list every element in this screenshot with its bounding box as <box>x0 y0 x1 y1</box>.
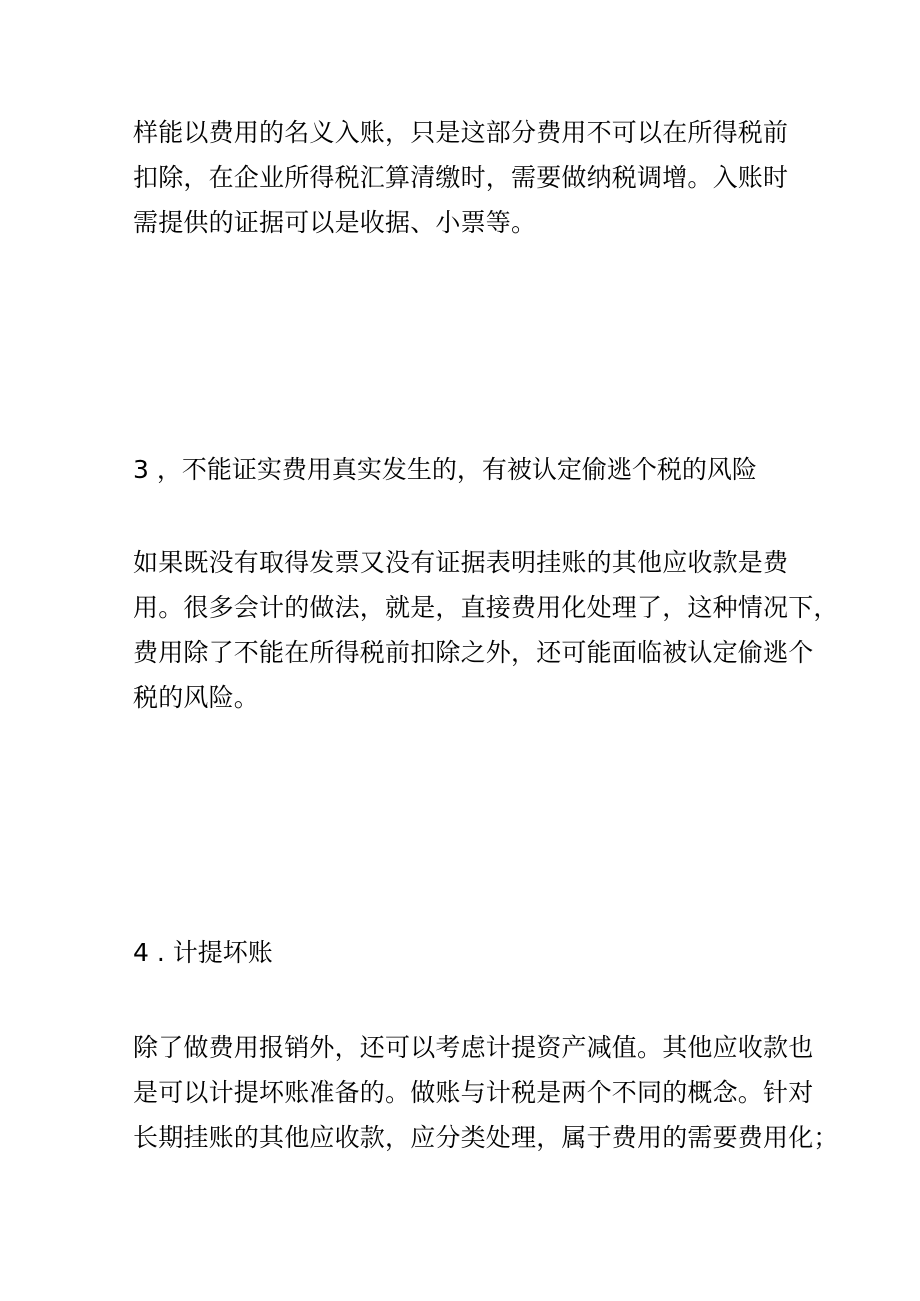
text-line: 长期挂账的其他应收款，应分类处理，属于费用的需要费用化； <box>133 1123 839 1152</box>
text-line: 是可以计提坏账准备的。做账与计税是两个不同的概念。针对 <box>133 1078 814 1107</box>
section-heading-4: 4 . 计提坏账 <box>133 938 273 967</box>
text-line: 样能以费用的名义入账，只是这部分费用不可以在所得税前 <box>133 118 789 147</box>
text-line: 如果既没有取得发票又没有证据表明挂账的其他应收款是费 <box>133 548 789 577</box>
text-line: 需提供的证据可以是收据、小票等。 <box>133 208 537 237</box>
text-line: 用。很多会计的做法，就是，直接费用化处理了，这种情况下， <box>133 593 839 622</box>
text-line: 扣除，在企业所得税汇算清缴时，需要做纳税调增。入账时 <box>133 163 789 192</box>
section-heading-3: 3 ，不能证实费用真实发生的，有被认定偷逃个税的风险 <box>133 455 757 484</box>
text-line: 税的风险。 <box>133 683 260 712</box>
paragraph-expense-receipts <box>133 110 813 245</box>
paragraph-bad-debt <box>133 1025 839 1160</box>
paragraph-tax-risk <box>133 540 839 720</box>
text-line: 费用除了不能在所得税前扣除之外，还可能面临被认定偷逃个 <box>133 638 814 667</box>
text-line: 除了做费用报销外，还可以考虑计提资产减值。其他应收款也 <box>133 1033 814 1062</box>
